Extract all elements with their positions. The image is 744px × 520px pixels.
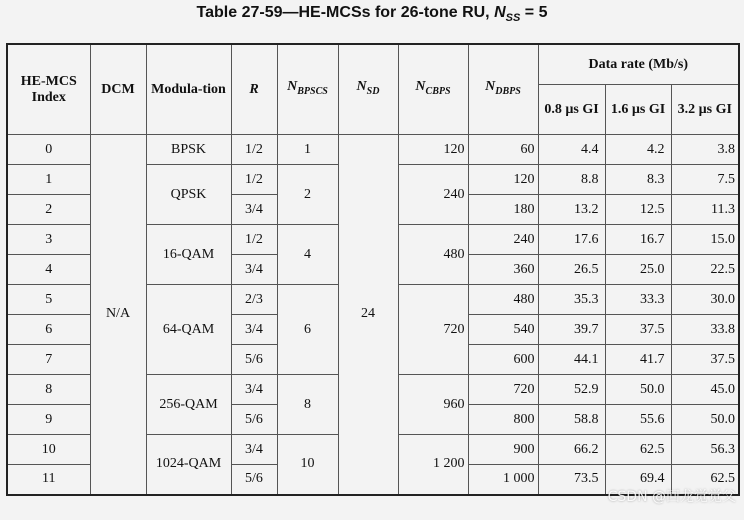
cell-r: 3/4 (231, 375, 277, 405)
cell-gi-1-6: 12.5 (605, 195, 671, 225)
cell-nbpscs: 2 (277, 165, 338, 225)
header-dcm: DCM (90, 44, 146, 135)
cell-gi-0-8: 73.5 (538, 465, 605, 495)
nss-symbol (494, 4, 521, 25)
cell-ndbps: 800 (468, 405, 538, 435)
header-gi-3-2: 3.2 µs GI (671, 85, 739, 135)
table-row (7, 135, 739, 165)
cell-gi-0-8: 4.4 (538, 135, 605, 165)
cell-gi-3-2: 15.0 (671, 225, 739, 255)
cell-r: 1/2 (231, 165, 277, 195)
cell-gi-3-2: 62.5 (671, 465, 739, 495)
cell-modulation: 16-QAM (146, 225, 231, 285)
cell-nbpscs: 4 (277, 225, 338, 285)
header-ncbps-sub: CBPS (425, 85, 451, 97)
cell-gi-3-2: 56.3 (671, 435, 739, 465)
cell-gi-1-6: 25.0 (605, 255, 671, 285)
header-ncbps (398, 44, 468, 135)
cell-gi-1-6: 69.4 (605, 465, 671, 495)
cell-ndbps: 240 (468, 225, 538, 255)
header-mcs-index: HE-MCS Index (7, 44, 90, 135)
cell-ncbps: 480 (398, 225, 468, 285)
cell-mcs: 10 (7, 435, 90, 465)
cell-gi-0-8: 52.9 (538, 375, 605, 405)
cell-gi-3-2: 33.8 (671, 315, 739, 345)
header-nbpscs-base: N (287, 79, 298, 95)
header-nsd-sub: SD (366, 85, 380, 97)
cell-modulation: 256-QAM (146, 375, 231, 435)
cell-nbpscs: 10 (277, 435, 338, 495)
nss-base: N (494, 4, 506, 21)
cell-gi-0-8: 58.8 (538, 405, 605, 435)
header-gi-1-6: 1.6 µs GI (605, 85, 671, 135)
cell-mcs: 9 (7, 405, 90, 435)
cell-mcs: 4 (7, 255, 90, 285)
cell-ndbps: 360 (468, 255, 538, 285)
cell-mcs: 2 (7, 195, 90, 225)
cell-r: 3/4 (231, 195, 277, 225)
cell-ndbps: 540 (468, 315, 538, 345)
cell-nbpscs: 1 (277, 135, 338, 165)
cell-gi-1-6: 62.5 (605, 435, 671, 465)
nss-sub: SS (505, 12, 521, 25)
cell-gi-0-8: 44.1 (538, 345, 605, 375)
cell-gi-3-2: 11.3 (671, 195, 739, 225)
cell-mcs: 11 (7, 465, 90, 495)
cell-r: 5/6 (231, 465, 277, 495)
cell-gi-0-8: 26.5 (538, 255, 605, 285)
cell-ncbps: 240 (398, 165, 468, 225)
cell-mcs: 5 (7, 285, 90, 315)
cell-gi-0-8: 17.6 (538, 225, 605, 255)
cell-gi-3-2: 30.0 (671, 285, 739, 315)
cell-ndbps: 120 (468, 165, 538, 195)
cell-gi-1-6: 16.7 (605, 225, 671, 255)
table-title-prefix: Table 27-59—HE-MCSs for 26-tone RU, (196, 4, 495, 21)
cell-gi-3-2: 45.0 (671, 375, 739, 405)
cell-ncbps: 1 200 (398, 435, 468, 495)
header-nbpscs (277, 44, 338, 135)
header-modulation: Modula-tion (146, 44, 231, 135)
cell-r: 1/2 (231, 225, 277, 255)
cell-mcs: 0 (7, 135, 90, 165)
cell-modulation: 1024-QAM (146, 435, 231, 495)
cell-gi-3-2: 3.8 (671, 135, 739, 165)
cell-gi-1-6: 37.5 (605, 315, 671, 345)
cell-ndbps: 480 (468, 285, 538, 315)
cell-gi-1-6: 55.6 (605, 405, 671, 435)
cell-gi-0-8: 66.2 (538, 435, 605, 465)
table-title (0, 4, 744, 24)
table-title-suffix: = 5 (520, 4, 548, 21)
cell-mcs: 3 (7, 225, 90, 255)
header-nbpscs-sub: BPSCS (297, 85, 328, 97)
cell-gi-3-2: 7.5 (671, 165, 739, 195)
header-ndbps-base: N (485, 79, 496, 95)
cell-gi-0-8: 8.8 (538, 165, 605, 195)
cell-mcs: 6 (7, 315, 90, 345)
cell-r: 2/3 (231, 285, 277, 315)
cell-gi-0-8: 35.3 (538, 285, 605, 315)
cell-gi-1-6: 41.7 (605, 345, 671, 375)
header-ndbps-sub: DBPS (495, 85, 521, 97)
cell-ncbps: 120 (398, 135, 468, 165)
cell-mcs: 8 (7, 375, 90, 405)
cell-gi-0-8: 13.2 (538, 195, 605, 225)
cell-ndbps: 60 (468, 135, 538, 165)
header-nsd (338, 44, 398, 135)
cell-ndbps: 1 000 (468, 465, 538, 495)
cell-mcs: 1 (7, 165, 90, 195)
cell-ncbps: 960 (398, 375, 468, 435)
cell-ndbps: 900 (468, 435, 538, 465)
cell-r: 3/4 (231, 435, 277, 465)
he-mcs-table (6, 43, 740, 496)
cell-dcm: N/A (90, 135, 146, 495)
cell-nbpscs: 8 (277, 375, 338, 435)
header-ncbps-base: N (415, 79, 426, 95)
cell-modulation: 64-QAM (146, 285, 231, 375)
cell-ndbps: 180 (468, 195, 538, 225)
cell-nsd: 24 (338, 135, 398, 495)
cell-gi-0-8: 39.7 (538, 315, 605, 345)
cell-r: 5/6 (231, 345, 277, 375)
header-gi-0-8: 0.8 µs GI (538, 85, 605, 135)
header-data-rate: Data rate (Mb/s) (538, 44, 739, 85)
cell-ndbps: 720 (468, 375, 538, 405)
watermark: CSDN @回龙觉觉父 (607, 489, 736, 505)
cell-gi-3-2: 22.5 (671, 255, 739, 285)
cell-ncbps: 720 (398, 285, 468, 375)
cell-gi-1-6: 4.2 (605, 135, 671, 165)
cell-mcs: 7 (7, 345, 90, 375)
header-ndbps (468, 44, 538, 135)
header-nsd-base: N (356, 79, 367, 95)
cell-modulation: BPSK (146, 135, 231, 165)
cell-gi-3-2: 50.0 (671, 405, 739, 435)
cell-gi-3-2: 37.5 (671, 345, 739, 375)
cell-r: 1/2 (231, 135, 277, 165)
header-r: R (231, 44, 277, 135)
cell-r: 5/6 (231, 405, 277, 435)
cell-modulation: QPSK (146, 165, 231, 225)
cell-ndbps: 600 (468, 345, 538, 375)
cell-gi-1-6: 8.3 (605, 165, 671, 195)
cell-gi-1-6: 33.3 (605, 285, 671, 315)
cell-gi-1-6: 50.0 (605, 375, 671, 405)
cell-r: 3/4 (231, 315, 277, 345)
cell-nbpscs: 6 (277, 285, 338, 375)
cell-r: 3/4 (231, 255, 277, 285)
